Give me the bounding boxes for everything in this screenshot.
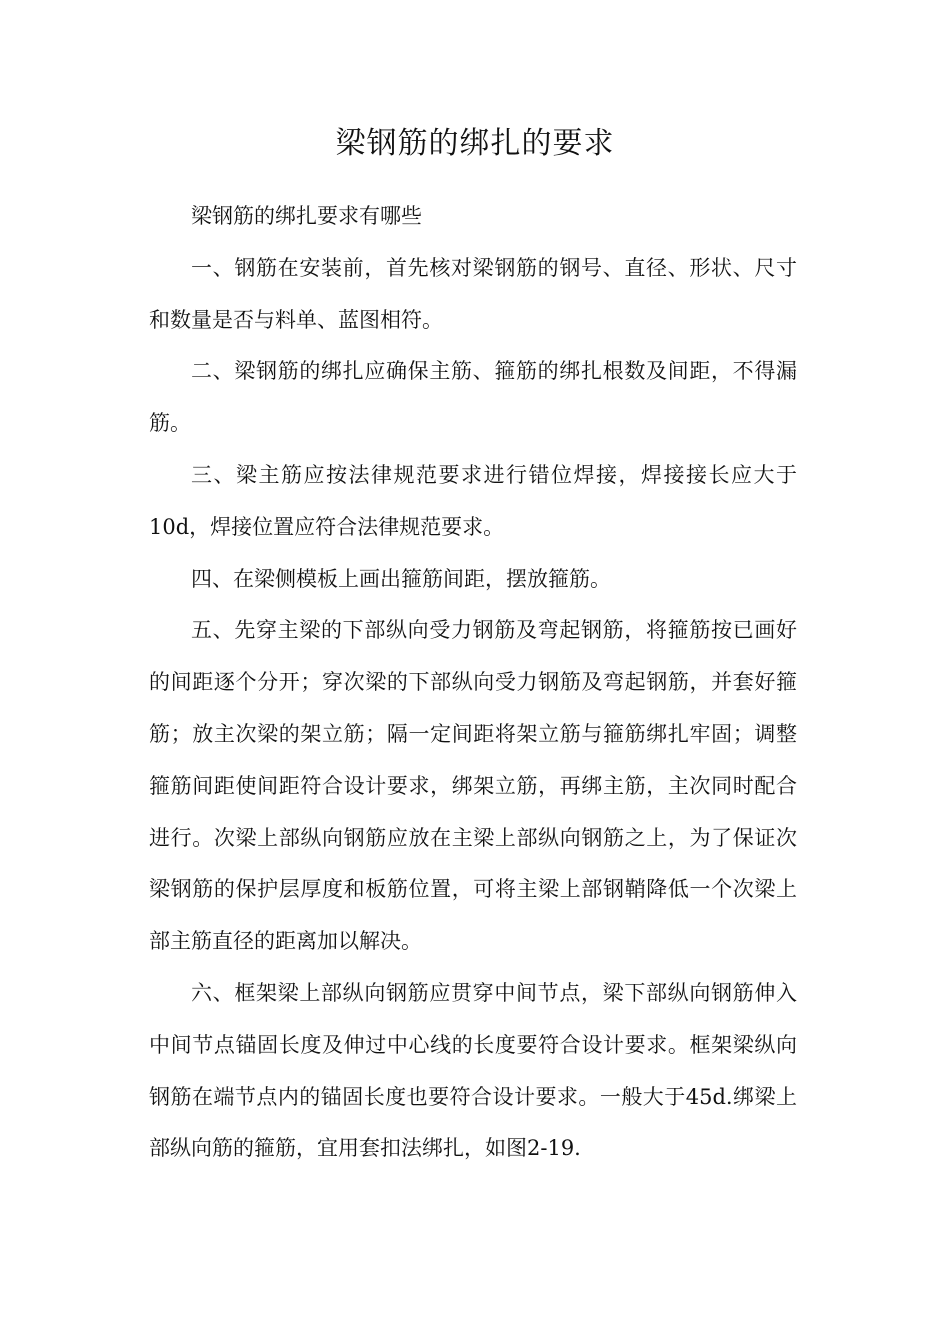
document-body (149, 191, 797, 1175)
paragraph-5: 五、先穿主梁的下部纵向受力钢筋及弯起钢筋，将箍筋按已画好的间距逐个分开；穿次梁的下部纵向受力钢筋及弯起钢筋，并套好箍筋；放主次梁的架立筋；隔一定间距将架立筋与箍筋绑扎牢固；调整箍筋间距使间距符合设计要求，绑架立筋，再绑主筋，主次同时配合进行。次梁上部纵向钢筋应放在主梁上部纵向钢筋之上，为了保证次梁钢筋的保护层厚度和板筋位置，可将主梁上部钢鞘降低一个次梁上部主筋直径的距离加以解决。 (149, 618, 797, 954)
paragraph-6: 六、框架梁上部纵向钢筋应贯穿中间节点，梁下部纵向钢筋伸入中间节点锚固长度及伸过中心线的长度要符合设计要求。框架梁纵向钢筋在端节点内的锚固长度也要符合设计要求。一般大于45d.绑梁上部纵向筋的箍筋，宜用套扣法绑扎，如图2-19. (149, 980, 797, 1161)
paragraph-intro: 梁钢筋的绑扎要求有哪些 (191, 204, 422, 228)
paragraph-3: 三、梁主筋应按法律规范要求进行错位焊接，焊接接长应大于10d，焊接位置应符合法律规范要求。 (149, 462, 797, 539)
paragraph-2: 二、梁钢筋的绑扎应确保主筋、箍筋的绑扎根数及间距，不得漏筋。 (149, 359, 797, 436)
paragraph-4: 四、在梁侧模板上画出箍筋间距，摆放箍筋。 (191, 566, 611, 591)
paragraph-1: 一、钢筋在安装前，首先核对梁钢筋的钢号、直径、形状、尺寸和数量是否与料单、蓝图相符。 (149, 255, 797, 332)
document-title: 梁钢筋的绑扎的要求 (335, 126, 615, 161)
